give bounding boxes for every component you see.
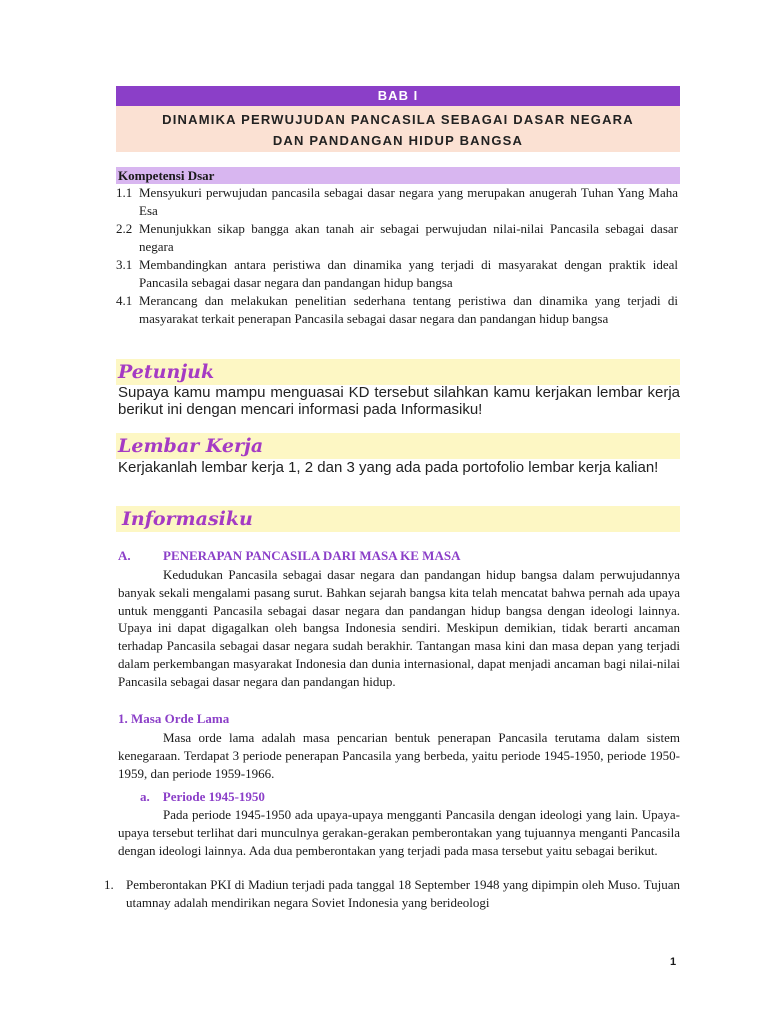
kompetensi-item-text: Mensyukuri perwujudan pancasila sebagai dasar negara yang merupakan anugerah Tuhan Yang Maha Esa bbox=[139, 185, 678, 218]
chapter-title-line-2: DAN PANDANGAN HIDUP BANGSA bbox=[272, 133, 524, 148]
petunjuk-text: Supaya kamu mampu menguasai KD tersebut silahkan kamu kerjakan lembar kerja berikut ini dengan mencari informasi pada Informasiku! bbox=[118, 384, 680, 418]
section-a-heading bbox=[118, 548, 460, 564]
section-a-paragraph bbox=[118, 566, 680, 691]
informasiku-heading bbox=[116, 506, 680, 532]
kompetensi-item bbox=[116, 256, 678, 292]
periode-paragraph bbox=[118, 806, 680, 859]
kompetensi-item bbox=[116, 184, 678, 220]
kompetensi-item-number: 2.2 bbox=[116, 221, 133, 236]
orde-lama-heading: 1. Masa Orde Lama bbox=[118, 711, 230, 726]
list-item-text: Pemberontakan PKI di Madiun terjadi pada tanggal 18 September 1948 yang dipimpin oleh Muso. Tujuan utamnay adalah mendirikan negara Soviet Indonesia yang berideologi bbox=[126, 877, 680, 910]
section-a-paragraph-text: Kedudukan Pancasila sebagai dasar negara dan pandangan hidup bangsa dalam perwujudannya banyak sekali mengalami pasang surut. Bahkan sejarah bangsa kita telah mencatat bahwa pernah ada upaya untuk mengganti Pancasila sebagai dasar negara dan pandangan hidup bangsa dengan ideologi lainnya. Upaya ini dapat digagalkan oleh bangsa Indonesia sendiri. Meskipun demikian, tidak berarti ancaman terhadap Pancasila sebagai dasar negara sudah berakhir. Tantangan masa kini dan masa depan yang terjadi dalam perkembangan masyarakat Indonesia dan dunia internasional, dapat menjadi ancaman bagi nilai-nilai Pancasila sebagai dasar negara dan pandangan hidup. bbox=[118, 567, 680, 689]
orde-lama-paragraph-text: Masa orde lama adalah masa pencarian bentuk penerapan Pancasila terutama dalam sistem kenegaraan. Terdapat 3 periode penerapan Pancasila yang berbeda, yaitu periode 1945-1950, periode 1950-1959, dan periode 1959-1966. bbox=[118, 730, 680, 781]
kompetensi-item-text: Merancang dan melakukan penelitian sederhana tentang peristiwa dan dinamika yang terjadi di masyarakat terkait penerapan Pancasila sebagai dasar negara dan pandangan hidup bangsa bbox=[139, 293, 678, 326]
petunjuk-heading: Petunjuk bbox=[116, 359, 680, 385]
periode-paragraph-text: Pada periode 1945-1950 ada upaya-upaya mengganti Pancasila dengan ideologi yang lain. Upaya-upaya tersebut terlihat dari munculnya gerakan-gerakan pemberontakan yang tujuannya menganti Pancasila dengan ideologi lainnya. Ada dua pemberontakan yang terjadi pada masa tersebut yaitu sebagai berikut. bbox=[118, 807, 680, 858]
page-number: 1 bbox=[670, 956, 677, 968]
list-item-number: 1. bbox=[104, 877, 114, 892]
kompetensi-list bbox=[116, 184, 678, 328]
kompetensi-item-text: Membandingkan antara peristiwa dan dinamika yang terjadi di masyarakat dengan praktik ideal Pancasila sebagai dasar negara dan pandangan hidup bangsa bbox=[139, 257, 678, 290]
section-a-title: PENERAPAN PANCASILA DARI MASA KE MASA bbox=[163, 548, 461, 563]
chapter-title bbox=[116, 106, 680, 152]
kompetensi-item-number: 4.1 bbox=[116, 293, 133, 308]
informasiku-heading-text: Informasiku bbox=[122, 508, 253, 530]
kompetensi-item bbox=[116, 220, 678, 256]
kompetensi-item bbox=[116, 292, 678, 328]
orde-lama-paragraph bbox=[118, 729, 680, 782]
section-a-letter: A. bbox=[118, 548, 131, 563]
kompetensi-item-text: Menunjukkan sikap bangga akan tanah air sebagai perwujudan nilai-nilai Pancasila sebagai dasar negara bbox=[139, 221, 678, 254]
list-item bbox=[104, 876, 680, 912]
kompetensi-item-number: 1.1 bbox=[116, 185, 133, 200]
kompetensi-item-number: 3.1 bbox=[116, 257, 133, 272]
kompetensi-heading: Kompetensi Dsar bbox=[116, 167, 680, 184]
periode-heading: a. Periode 1945-1950 bbox=[140, 789, 265, 804]
lembar-kerja-text: Kerjakanlah lembar kerja 1, 2 dan 3 yang ada pada portofolio lembar kerja kalian! bbox=[118, 459, 659, 476]
chapter-label: BAB I bbox=[116, 86, 680, 106]
chapter-title-line-1: DINAMIKA PERWUJUDAN PANCASILA SEBAGAI DASAR NEGARA bbox=[162, 112, 634, 127]
lembar-kerja-heading: Lembar Kerja bbox=[116, 433, 680, 459]
